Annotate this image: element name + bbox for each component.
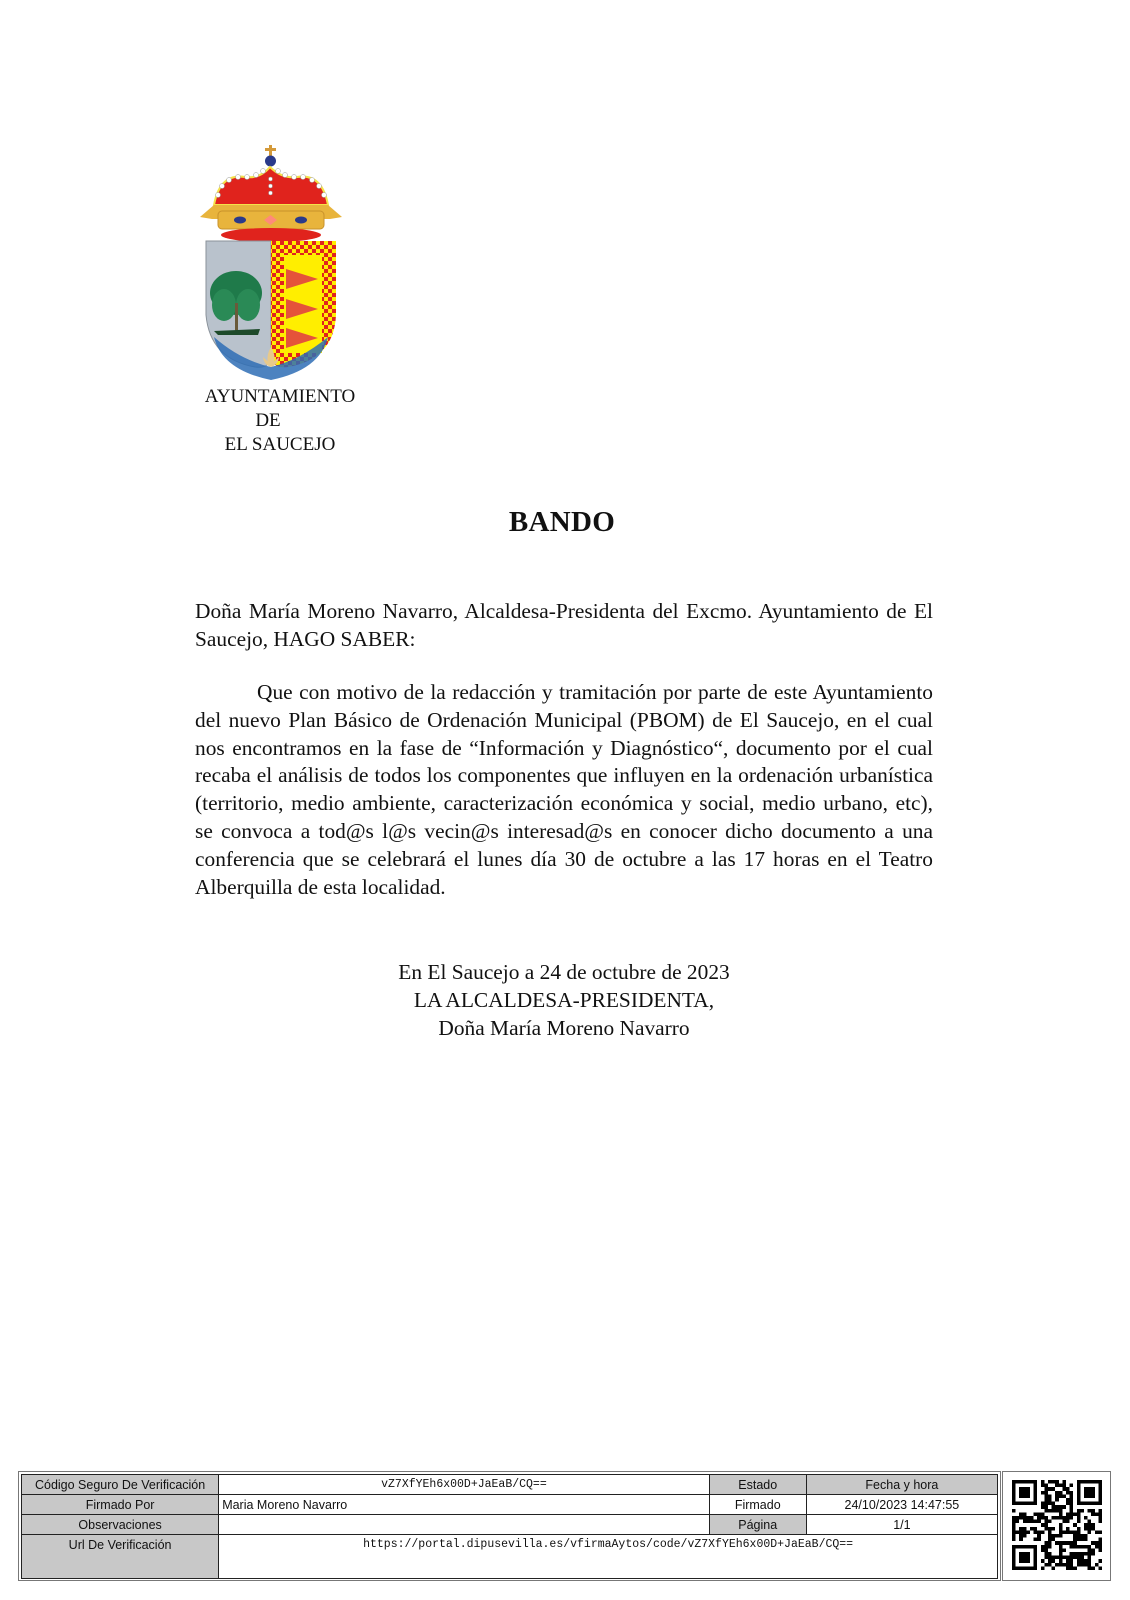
org-name-line-1: AYUNTAMIENTO — [204, 386, 356, 407]
document-title — [0, 506, 1130, 539]
sign-role: LA ALCALDESA-PRESIDENTA, — [413, 988, 715, 1012]
url-label: Url De Verificación — [22, 1535, 219, 1579]
csv-value: vZ7XfYEh6x00D+JaEaB/CQ== — [219, 1475, 710, 1495]
url-value[interactable]: https://portal.dipusevilla.es/vfirmaAytos/code/vZ7XfYEh6x00D+JaEaB/CQ== — [219, 1535, 998, 1579]
coat-of-arms-icon — [200, 145, 342, 380]
table-row — [22, 1475, 998, 1495]
table-row — [22, 1495, 998, 1515]
pagina-value: 1/1 — [806, 1515, 997, 1535]
table-row — [22, 1535, 998, 1579]
fecha-label: Fecha y hora — [806, 1475, 997, 1495]
observaciones-label: Observaciones — [22, 1515, 219, 1535]
sign-name: Doña María Moreno Navarro — [438, 1016, 690, 1040]
estado-label: Estado — [709, 1475, 806, 1495]
observaciones-value — [219, 1515, 710, 1535]
intro-paragraph: Doña María Moreno Navarro, Alcaldesa-Presidenta del Excmo. Ayuntamiento de El Saucejo, HAGO SABER: — [195, 599, 933, 651]
pagina-label: Página — [709, 1515, 806, 1535]
main-paragraph: Que con motivo de la redacción y tramitación por parte de este Ayuntamiento del nuevo Plan Básico de Ordenación Municipal (PBOM) de El Saucejo, en el cual nos encontramos en la fase de “Información y Diagnóstico“, documento por el cual recaba el análisis de todos los componentes que influyen en la ordenación urbanística (territorio, medio ambiente, caracterización económica y social, medio urbano, etc), se convoca a tod@s l@s vecin@s interesad@s en conocer dicho documento a una conferencia que se celebrará el lunes día 30 de octubre a las 17 horas en el Teatro Alberquilla de esta localidad. — [195, 680, 933, 899]
firmado-por-label: Firmado Por — [22, 1495, 219, 1515]
document-title-text: BANDO — [508, 506, 616, 538]
signature-block — [195, 958, 933, 1042]
qr-code-box — [1002, 1471, 1111, 1581]
fecha-value: 24/10/2023 14:47:55 — [806, 1495, 997, 1515]
org-name-line-2: DE — [255, 410, 281, 431]
csv-label: Código Seguro De Verificación — [22, 1475, 219, 1495]
table-row — [22, 1515, 998, 1535]
estado-value: Firmado — [709, 1495, 806, 1515]
firmado-por-value: Maria Moreno Navarro — [219, 1495, 710, 1515]
org-name-line-3: EL SAUCEJO — [224, 434, 336, 455]
verification-footer — [18, 1471, 1001, 1581]
coat-of-arms-logo — [200, 145, 342, 380]
sign-place-date: En El Saucejo a 24 de octubre de 2023 — [398, 960, 730, 984]
qr-code-icon — [1012, 1480, 1102, 1570]
verification-table — [21, 1474, 998, 1579]
